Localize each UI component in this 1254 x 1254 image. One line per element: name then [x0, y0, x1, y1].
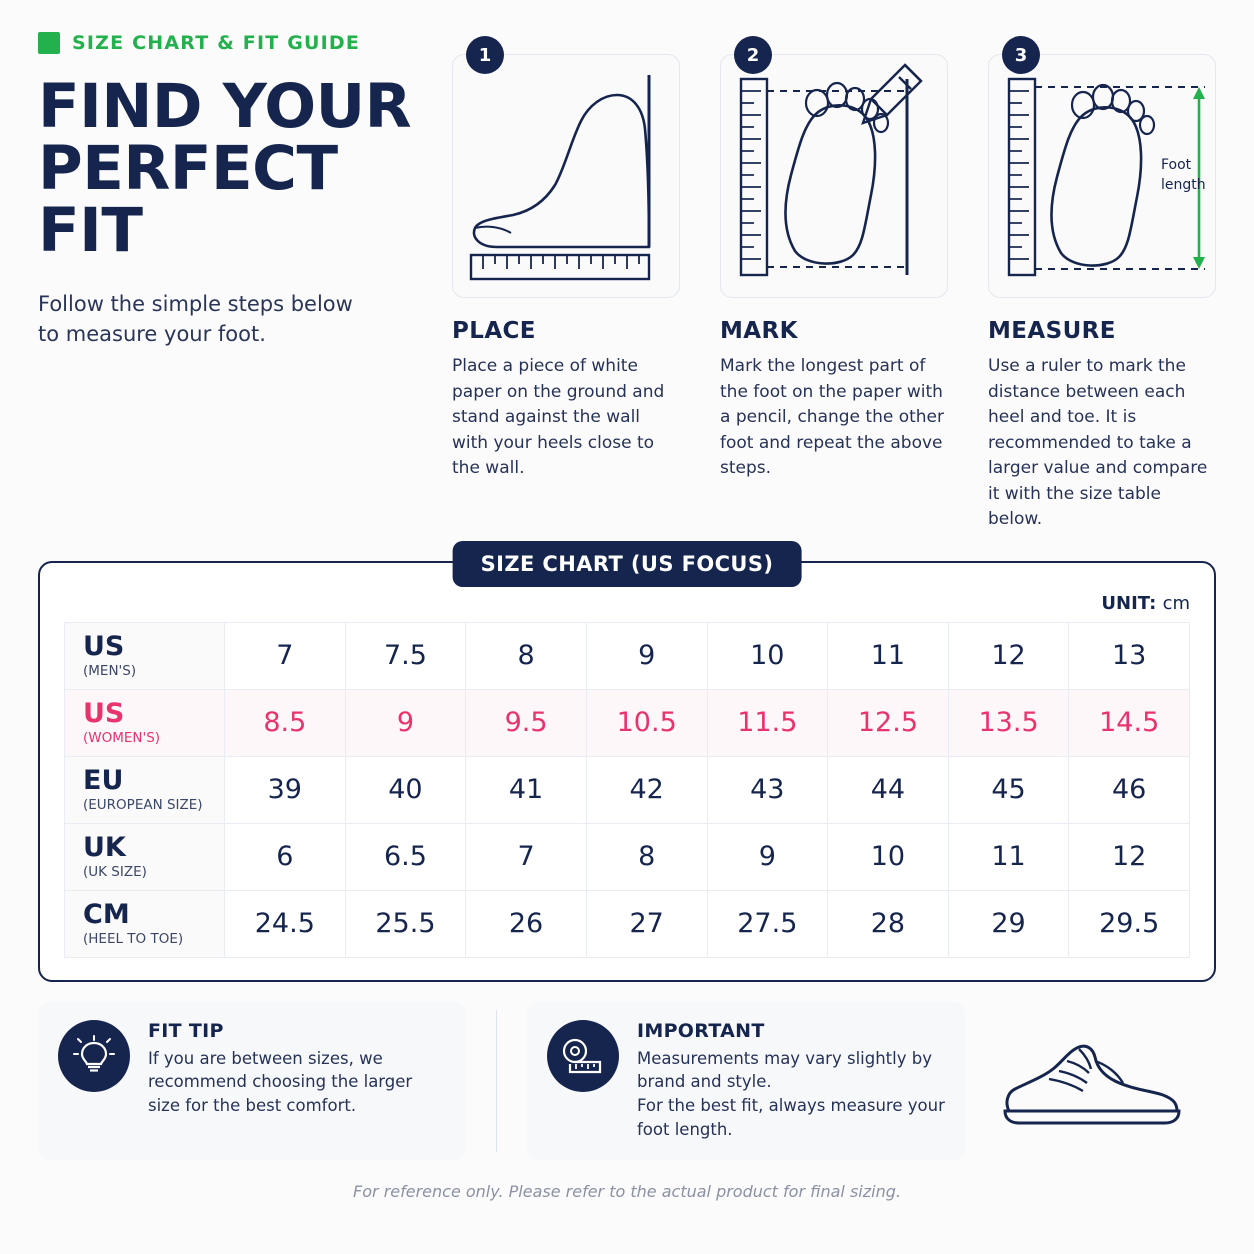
eyebrow-label: SIZE CHART & FIT GUIDE	[72, 32, 361, 54]
row-label-sub: (MEN'S)	[83, 662, 137, 679]
sneaker-illustration	[965, 1002, 1216, 1161]
step-3-title: MEASURE	[988, 318, 1116, 344]
cell: 6.5	[345, 823, 466, 890]
cell: 8	[586, 823, 707, 890]
cell: 9	[586, 622, 707, 689]
page-title-line1: FIND YOUR	[38, 71, 412, 142]
step-2	[720, 44, 948, 533]
eyebrow	[38, 32, 452, 54]
step-3	[988, 44, 1216, 533]
step-3-illustration	[988, 54, 1216, 298]
cell: 9	[345, 689, 466, 756]
step-2-title: MARK	[720, 318, 798, 344]
cell: 43	[707, 756, 828, 823]
cell: 41	[466, 756, 587, 823]
unit-label	[64, 593, 1190, 614]
cell: 7	[466, 823, 587, 890]
foot-top-pencil-icon	[721, 55, 948, 298]
cell: 12	[1069, 823, 1190, 890]
row-label-eu	[65, 756, 225, 823]
steps-list	[452, 26, 1216, 533]
important-body-line1: Measurements may vary slightly by brand and style.	[637, 1048, 932, 1092]
cell: 9.5	[466, 689, 587, 756]
page-subtitle	[38, 289, 452, 350]
cell: 29.5	[1069, 890, 1190, 957]
size-chart-tab-label: SIZE CHART (US FOCUS)	[453, 541, 802, 587]
cell: 46	[1069, 756, 1190, 823]
row-label-main: EU	[83, 764, 124, 796]
row-label-main: UK	[83, 831, 126, 863]
table-row	[65, 890, 1190, 957]
cell: 11	[948, 823, 1069, 890]
cell: 10	[707, 622, 828, 689]
row-label-sub: (HEEL TO TOE)	[83, 930, 184, 947]
notes-divider	[496, 1010, 497, 1153]
step-1-number: 1	[466, 36, 504, 74]
row-label-sub: (WOMEN'S)	[83, 729, 161, 746]
cell: 44	[828, 756, 949, 823]
page-subtitle-line1: Follow the simple steps below	[38, 291, 353, 316]
unit-prefix: UNIT:	[1101, 592, 1157, 614]
cell: 11.5	[707, 689, 828, 756]
cell: 29	[948, 890, 1069, 957]
cell: 45	[948, 756, 1069, 823]
important-body-line2: For the best fit, always measure your foot length.	[637, 1096, 945, 1140]
row-label-main: CM	[83, 898, 130, 930]
cell: 39	[225, 756, 346, 823]
cell: 13	[1069, 622, 1190, 689]
step-1	[452, 44, 680, 533]
cell: 12	[948, 622, 1069, 689]
step-3-description: Use a ruler to mark the distance between each heel and toe. It is recommended to take a larger value and compare it with the size table below.	[988, 356, 1208, 529]
row-label-main: US	[83, 630, 125, 662]
row-label-us-womens	[65, 689, 225, 756]
cell: 8.5	[225, 689, 346, 756]
foot-side-ruler-icon	[453, 55, 680, 298]
cell: 14.5	[1069, 689, 1190, 756]
fit-tip-title: FIT TIP	[148, 1019, 224, 1042]
cell: 11	[828, 622, 949, 689]
sneaker-icon	[991, 1033, 1191, 1129]
tape-measure-icon	[547, 1020, 619, 1092]
page-title	[38, 71, 452, 267]
step-2-illustration	[720, 54, 948, 298]
cell: 13.5	[948, 689, 1069, 756]
important-text	[637, 1020, 945, 1143]
cell: 9	[707, 823, 828, 890]
page-subtitle-line2: to measure your foot.	[38, 322, 266, 347]
unit-value: cm	[1162, 592, 1190, 614]
row-label-sub: (UK SIZE)	[83, 863, 147, 880]
headline-block	[38, 26, 452, 350]
foot-length-ruler-icon	[989, 55, 1216, 298]
step-2-number: 2	[734, 36, 772, 74]
cell: 26	[466, 890, 587, 957]
row-label-cm	[65, 890, 225, 957]
important-title: IMPORTANT	[637, 1019, 765, 1042]
page-title-line2: PERFECT FIT	[38, 133, 338, 267]
cell: 27	[586, 890, 707, 957]
row-label-sub: (EUROPEAN SIZE)	[83, 796, 203, 813]
lightbulb-icon	[58, 1020, 130, 1092]
step-2-description: Mark the longest part of the foot on the paper with a pencil, change the other foot and repeat the above steps.	[720, 356, 945, 478]
step-1-illustration	[452, 54, 680, 298]
fit-tip-text	[148, 1020, 446, 1119]
notes-section	[38, 1002, 1216, 1161]
cell: 40	[345, 756, 466, 823]
step-1-title: PLACE	[452, 318, 536, 344]
disclaimer-text: For reference only. Please refer to the actual product for final sizing.	[353, 1182, 901, 1202]
table-row	[65, 756, 1190, 823]
table-row	[65, 622, 1190, 689]
cell: 27.5	[707, 890, 828, 957]
table-row	[65, 823, 1190, 890]
cell: 7.5	[345, 622, 466, 689]
cell: 25.5	[345, 890, 466, 957]
cell: 10	[828, 823, 949, 890]
foot-length-annotation-line1: Foot	[1161, 157, 1192, 173]
step-1-description: Place a piece of white paper on the ground and stand against the wall with your heels close to the wall.	[452, 356, 665, 478]
row-label-main: US	[83, 697, 125, 729]
fit-tip-body: If you are between sizes, we recommend choosing the larger size for the best comfort.	[148, 1048, 413, 1116]
cell: 12.5	[828, 689, 949, 756]
size-chart-card	[38, 551, 1216, 982]
row-label-uk	[65, 823, 225, 890]
table-row	[65, 689, 1190, 756]
cell: 6	[225, 823, 346, 890]
foot-length-annotation-line2: length	[1161, 177, 1206, 193]
important-note	[527, 1002, 965, 1161]
cell: 7	[225, 622, 346, 689]
cell: 8	[466, 622, 587, 689]
cell: 24.5	[225, 890, 346, 957]
cell: 42	[586, 756, 707, 823]
row-label-us-mens	[65, 622, 225, 689]
step-3-number: 3	[1002, 36, 1040, 74]
fit-tip-note	[38, 1002, 466, 1161]
square-marker-icon	[38, 32, 60, 54]
header-section	[38, 26, 1216, 533]
size-chart-table	[64, 622, 1190, 958]
cell: 10.5	[586, 689, 707, 756]
cell: 28	[828, 890, 949, 957]
